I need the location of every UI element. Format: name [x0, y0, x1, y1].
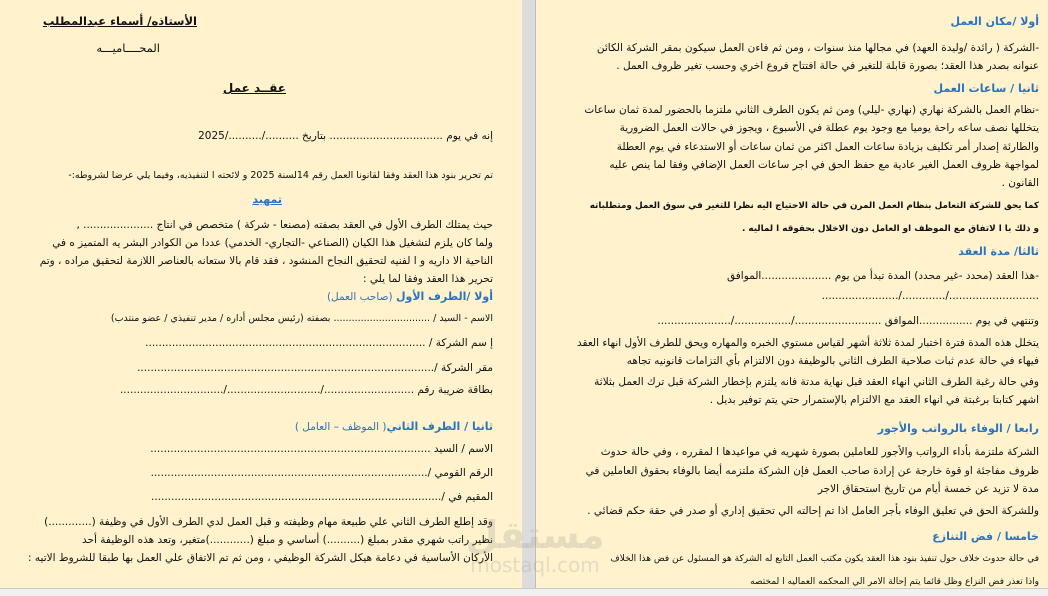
section-line: الشركة ملتزمة بأداء الرواتب والأجور للعاملين بصورة شهريه في مواعيدها ا لمقرره ، وفي حالة حدوث — [600, 446, 1039, 458]
closing-line: وقد إطلع الطرف الثاني علي طبيعة مهام وظيفته و قبل العمل لدي الطرف الأول في وظيفة (.............) — [44, 516, 493, 528]
section-line: القانون . — [1001, 177, 1039, 189]
first-party-title: أولا /الطرف الأول — [395, 290, 493, 303]
section-line: -نظام العمل بالشركة نهاري (نهاري -ليلي) ومن ثم يكون الطرف الثاني ملتزما بالحضور لمدة ثمان ساعات — [584, 104, 1039, 116]
section-heading: ثانيا / ساعات العمل — [933, 82, 1039, 95]
section-line: -الشركة ( رائدة /وليدة العهد) في مجالها منذ سنوات ، ومن ثم فاءن العمل سيكون بمقر الشركة الكائن — [596, 42, 1039, 54]
section-heading: خامسا / فض التنازع — [932, 530, 1039, 543]
section-bold-line: و ذلك با ا لاتفاق مع الموظف او العامل دون الاخلال بحقوقه ا لماليه . — [741, 224, 1039, 234]
preamble-heading: تمهيد — [252, 193, 282, 206]
first-party-field: بطاقة ضريبة رقم .........................../............................/............................... — [119, 384, 493, 396]
section-line: .........................../............./....................... — [821, 290, 1039, 302]
second-party-subtitle: ( الموظف – العامل ) — [294, 421, 387, 433]
section-heading: أولا /مكان العمل — [950, 15, 1039, 28]
preamble-line: ولما كان يلزم لتشغيل هذا الكيان (الصناعي -التجاري- الخدمي) عددا من الكوادر البشر يه المتميز ه في — [52, 237, 493, 249]
section-line: مدة لا تزيد عن خمسة أيام من تاريخ استحقاق الاجر — [817, 483, 1039, 495]
section-line: لمواجهة ظروف العمل الغير عادية مع حفظ الحق في اجر ساعات العمل الإضافي وفقا لما ينص عليه — [609, 159, 1039, 171]
closing-line: نظير راتب شهري مقدر بمبلغ (..........) أساسي و مبلغ (............)متغير، وتعد هذه الوظيفة أحد — [82, 534, 493, 546]
law-line: تم تحرير بنود هذا العقد وفقا لقانونا العمل رقم 14لسنة 2025 و لائحته ا لتنفيذيه، وفيما يلي عرضا لشروطه:- — [68, 170, 493, 181]
section-line: واذا تعذر فض النزاع وظل قائما يتم إحالة الامر الي المحكمه العماليه ا لمختصه — [750, 577, 1039, 587]
section-heading: ثالثا/ مدة العقد — [958, 245, 1039, 258]
section-line: -هذا العقد (محدد -غير محدد) المدة تبدأ من يوم .....................الموافق — [727, 270, 1039, 282]
section-line: والطارئة إصدار أمر تكليف بزيادة ساعات العمل اكثر من ثمان ساعات أو الاستدعاء في يوم العطلة — [616, 141, 1039, 153]
first-party-subtitle: (صاحب العمل) — [326, 291, 393, 303]
section-bold-line: كما يحق للشركة التعامل بنظام العمل المرن في حالة الاحتياج اليه نظرا للتغير في سوق العمل ومتطلباته — [589, 201, 1039, 211]
date-line: إنه في يوم .................................. بتاريخ ........../........../2025 — [198, 130, 493, 142]
section-line: يتخللها نصف ساعه راحة يوميا مع وجود يوم عطلة في الأسبوع ، ويجوز في حالات العمل الضرورية — [619, 122, 1039, 134]
section-line: في حالة حدوث خلاف حول تنفيذ بنود هذا العقد يكون مكتب العمل التابع له الشركة هو المسئول عن فض هذا الخلاف — [610, 554, 1039, 564]
first-party-field: إ سم الشركة / .................................................................................... — [145, 337, 493, 349]
preamble-line: حيث يمتلك الطرف الأول في العقد بصفته (مصنعا - شركة ) متخصص في انتاج ..................... , — [76, 219, 493, 231]
contract-title: عقــد عمل — [222, 81, 286, 95]
section-line: اشهر كتابتا برغبتة في انهاء العقد مع الالتزام بالإستمرار حتي يتم توفير بديل . — [709, 394, 1039, 406]
section-line: وتنتهي في يوم ................الموافق ........................../................./...................... — [657, 315, 1039, 327]
first-party-field: الاسم - السيد / ................................ بصفته (رئيس مجلس أداره / مدير تنفيذي / عضو منتدب) — [110, 313, 493, 324]
watermark-arabic: مستقل — [465, 513, 605, 557]
closing-line: الأركان الأساسية في دعامة هيكل الشركة الوظيفي ، ومن ثم تم الاتفاق علي العمل بها طبقا للشروط الاتيه : — [28, 552, 493, 564]
second-party-title: ثانيا / الطرف الثاني — [386, 420, 493, 433]
document-page-right[interactable] — [535, 0, 1048, 588]
page-separator — [522, 0, 535, 588]
second-party-field: الرقم القومي /................................................................................... — [150, 467, 493, 479]
section-line: فيهاء في حالة عدم ثبات صلاحية الطرف الثاني بالوظيفة دون الالتزام بأي التزامات قانونيه تجاهه — [626, 355, 1039, 367]
preamble-line: تحرير هذا العقد وفقا لما يلي : — [363, 273, 493, 285]
first-party-field: مقر الشركة /......................................................................................... — [137, 362, 493, 374]
second-party-heading — [295, 420, 493, 434]
section-line: وللشركة الحق في تعليق الوفاء بأجر العامل اذا تم إحالته الي تحقيق إداري أو صدر في حقة حكم قضائي . — [587, 505, 1039, 517]
document-page-left[interactable] — [0, 0, 522, 588]
section-line: عنوانه بصدر هذا العقد؛ بصورة قابلة للتغير في حالة افتتاح فروع اخري وحسب تغير ظروف العمل . — [616, 60, 1039, 72]
second-party-field: الاسم / السيد .................................................................................... — [150, 443, 493, 455]
watermark-english: mostaql.com — [470, 553, 600, 577]
section-line: يتخلل هذه المدة فترة اختبار لمدة ثلاثة أشهر لقياس مستوي الخبره والمهاره ويحق للطرف الأول انهاء العقد — [577, 337, 1039, 349]
author-name: الأستاذه/ أسماء عبدالمطلب — [42, 14, 197, 28]
section-line: ظروف مفاجئة او قوة خارجة عن إرادة صاحب العمل فإن الشركة ملتزمه أيضا بالوفاء بحقوق العاملين في — [585, 465, 1039, 477]
section-heading: رابعا / الوفاء بالرواتب والأجور — [877, 422, 1039, 435]
second-party-field: المقيم في /....................................................................................... — [150, 491, 493, 503]
section-line: وفي حالة رغبة الطرف الثاني انهاء العقد قبل نهاية مدتة فانه يلتزم بإخطار الشركة قبل ترك العمل بثلاثة — [594, 376, 1039, 388]
author-role: المحــــاميـــه — [96, 41, 160, 55]
preamble-line: الناحية الا داريه و ا لفنيه لتحقيق النجاح المنشود ، فقد قام بالا ستعانه بالعناصر اللازمة لتحقيق مراده ، وتم — [39, 255, 493, 267]
first-party-heading — [327, 290, 493, 304]
